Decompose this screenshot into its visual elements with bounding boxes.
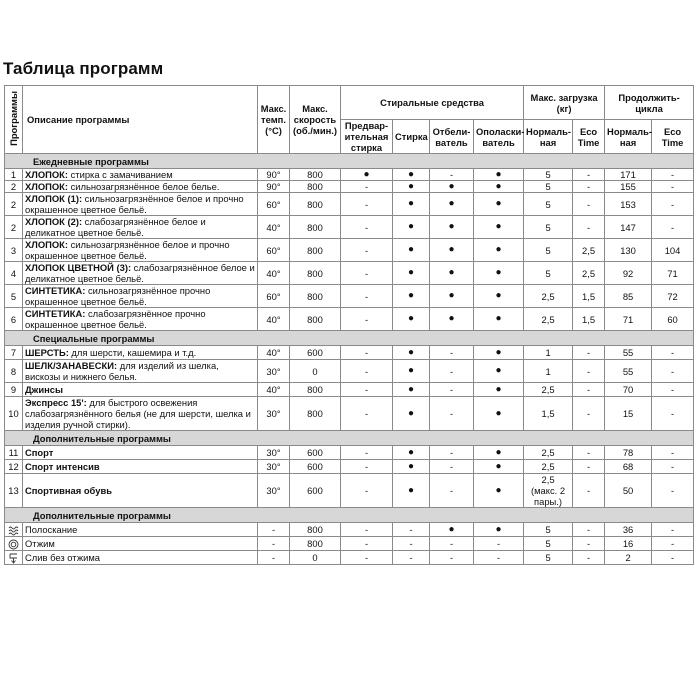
softener-cell: ● xyxy=(474,383,524,397)
program-description xyxy=(23,523,258,537)
program-name: ХЛОПОК: xyxy=(25,239,68,250)
max-temp-cell: 30° xyxy=(258,460,290,474)
page-title: Таблица программ xyxy=(3,59,164,78)
max-temp-cell: 30° xyxy=(258,360,290,383)
load-normal-cell: 5 xyxy=(524,523,573,537)
program-desc-text: для шерсти, кашемира и т.д. xyxy=(68,347,197,358)
rinse-icon xyxy=(5,523,23,537)
table-row xyxy=(5,308,694,331)
max-temp-header: Макс. темп. (°C) xyxy=(258,86,290,154)
max-speed-header: Макс. скорость (об./мин.) xyxy=(290,86,341,154)
program-desc-text: слабозагрязнённое белое и деликатное цветное бельё. xyxy=(25,216,206,238)
max-speed-cell: 800 xyxy=(290,308,341,331)
load-eco-cell: - xyxy=(573,474,605,508)
softener-cell: ● xyxy=(474,460,524,474)
program-name: Джинсы xyxy=(25,384,63,395)
table-row xyxy=(5,239,694,262)
duration-normal-cell: 50 xyxy=(605,474,652,508)
program-description xyxy=(23,285,258,308)
program-table-body xyxy=(5,154,694,565)
prewash-cell: - xyxy=(341,262,393,285)
duration-normal-cell: 36 xyxy=(605,523,652,537)
program-name: ХЛОПОК (1): xyxy=(25,193,83,204)
bleach-cell: - xyxy=(430,360,474,383)
table-row xyxy=(5,523,694,537)
max-load-header: Макс. загрузка (кг) xyxy=(524,86,605,120)
program-description xyxy=(23,262,258,285)
program-desc-text: для быстрого освежения слабозагрязнённого белья (не для шерсти, шелка и изделия ручной стирки). xyxy=(25,397,251,430)
load-normal-cell: 5 xyxy=(524,193,573,216)
program-name: Экспресс 15': xyxy=(25,397,87,408)
program-name: Спорт xyxy=(25,447,54,458)
load-normal-cell: 2,5 xyxy=(524,383,573,397)
program-number: 13 xyxy=(5,474,23,508)
table-row xyxy=(5,537,694,551)
softener-cell: ● xyxy=(474,216,524,239)
duration-eco-cell: 60 xyxy=(652,308,694,331)
program-name: ХЛОПОК ЦВЕТНОЙ (3): xyxy=(25,262,132,273)
load-eco-cell: - xyxy=(573,360,605,383)
max-speed-cell: 800 xyxy=(290,262,341,285)
duration-eco-cell: - xyxy=(652,216,694,239)
max-temp-cell: 90° xyxy=(258,181,290,193)
program-number: 11 xyxy=(5,446,23,460)
max-temp-cell: 30° xyxy=(258,446,290,460)
duration-eco-cell: - xyxy=(652,551,694,565)
table-row xyxy=(5,181,694,193)
bleach-cell: ● xyxy=(430,523,474,537)
description-header: Описание программы xyxy=(23,86,258,154)
program-name: ХЛОПОК: xyxy=(25,181,68,192)
bleach-cell: ● xyxy=(430,285,474,308)
bleach-cell: ● xyxy=(430,239,474,262)
program-description xyxy=(23,308,258,331)
duration-eco-cell: 71 xyxy=(652,262,694,285)
load-eco-cell: - xyxy=(573,460,605,474)
duration-eco-cell: 104 xyxy=(652,239,694,262)
program-desc-text: для изделий из шелка, вискозы и нижнего белья. xyxy=(25,360,219,382)
duration-eco-cell: - xyxy=(652,360,694,383)
load-normal-cell: 1 xyxy=(524,360,573,383)
softener-cell: ● xyxy=(474,308,524,331)
wash-cell: ● xyxy=(393,397,430,431)
load-normal-cell: 2,5 xyxy=(524,460,573,474)
bleach-cell: ● xyxy=(430,181,474,193)
load-eco-cell: - xyxy=(573,523,605,537)
max-speed-cell: 600 xyxy=(290,460,341,474)
max-speed-cell: 800 xyxy=(290,383,341,397)
wash-cell: ● xyxy=(393,460,430,474)
load-eco-cell: - xyxy=(573,216,605,239)
max-temp-cell: 30° xyxy=(258,474,290,508)
wash-cell: - xyxy=(393,523,430,537)
program-desc-text: сильнозагрязнённое белое белье. xyxy=(68,181,220,192)
program-name: СИНТЕТИКА: xyxy=(25,308,86,319)
table-row xyxy=(5,397,694,431)
max-speed-cell: 800 xyxy=(290,216,341,239)
duration-eco-cell: - xyxy=(652,397,694,431)
prewash-cell: - xyxy=(341,383,393,397)
program-desc-text: Слив без отжима xyxy=(25,552,101,563)
prewash-cell: - xyxy=(341,193,393,216)
wash-header: Стирка xyxy=(393,120,430,154)
load-normal-cell: 5 xyxy=(524,169,573,181)
wash-cell: - xyxy=(393,537,430,551)
wash-cell: - xyxy=(393,551,430,565)
max-speed-cell: 0 xyxy=(290,360,341,383)
program-desc-text: слабозагрязнённое белое и деликатное цветное бельё. xyxy=(25,262,255,284)
program-description xyxy=(23,446,258,460)
prewash-cell: - xyxy=(341,523,393,537)
load-note: (макс. 2 пары.) xyxy=(530,485,566,507)
drain-icon xyxy=(5,551,23,565)
duration-eco-cell: - xyxy=(652,346,694,360)
program-name: Спорт интенсив xyxy=(25,461,100,472)
load-normal-cell: 5 xyxy=(524,216,573,239)
softener-cell: ● xyxy=(474,346,524,360)
load-normal-cell: 5 xyxy=(524,239,573,262)
prewash-cell: - xyxy=(341,551,393,565)
max-temp-cell: 60° xyxy=(258,285,290,308)
duration-eco-cell: - xyxy=(652,383,694,397)
program-name: ШЕЛК/ЗАНАВЕСКИ: xyxy=(25,360,118,371)
bleach-cell: ● xyxy=(430,308,474,331)
program-description xyxy=(23,537,258,551)
prewash-cell: - xyxy=(341,360,393,383)
prewash-cell: - xyxy=(341,285,393,308)
prewash-cell: - xyxy=(341,446,393,460)
program-description xyxy=(23,397,258,431)
wash-cell: ● xyxy=(393,360,430,383)
duration-eco-header: Eco Time xyxy=(652,120,694,154)
program-number: 2 xyxy=(5,216,23,239)
duration-eco-cell: - xyxy=(652,181,694,193)
load-normal-cell: 2,5 xyxy=(524,308,573,331)
program-number: 10 xyxy=(5,397,23,431)
duration-eco-cell: - xyxy=(652,446,694,460)
load-normal-header: Нормаль- ная xyxy=(524,120,573,154)
load-eco-cell: - xyxy=(573,397,605,431)
wash-cell: ● xyxy=(393,474,430,508)
programs-header: Программы xyxy=(5,86,23,154)
table-row xyxy=(5,216,694,239)
duration-eco-cell: - xyxy=(652,169,694,181)
max-speed-cell: 600 xyxy=(290,474,341,508)
max-speed-cell: 600 xyxy=(290,446,341,460)
bleach-cell: - xyxy=(430,474,474,508)
program-name: Спортивная обувь xyxy=(25,485,112,496)
duration-eco-cell: 72 xyxy=(652,285,694,308)
program-description xyxy=(23,383,258,397)
max-speed-cell: 800 xyxy=(290,523,341,537)
program-name: ХЛОПОК: xyxy=(25,169,68,180)
max-speed-cell: 800 xyxy=(290,239,341,262)
wash-cell: ● xyxy=(393,285,430,308)
program-number: 9 xyxy=(5,383,23,397)
softener-cell: ● xyxy=(474,397,524,431)
bleach-cell: - xyxy=(430,537,474,551)
softener-cell: ● xyxy=(474,169,524,181)
duration-normal-cell: 71 xyxy=(605,308,652,331)
duration-eco-cell: - xyxy=(652,460,694,474)
max-speed-cell: 800 xyxy=(290,397,341,431)
section-title: Ежедневные программы xyxy=(5,154,694,169)
program-description xyxy=(23,169,258,181)
max-temp-cell: 90° xyxy=(258,169,290,181)
table-row xyxy=(5,446,694,460)
prewash-cell: - xyxy=(341,537,393,551)
softener-cell: - xyxy=(474,537,524,551)
max-speed-cell: 800 xyxy=(290,537,341,551)
load-normal-cell xyxy=(524,474,573,508)
bleach-cell: ● xyxy=(430,216,474,239)
duration-normal-header: Нормаль- ная xyxy=(605,120,652,154)
program-number: 5 xyxy=(5,285,23,308)
prewash-cell: - xyxy=(341,216,393,239)
program-desc-text: Полоскание xyxy=(25,524,78,535)
program-number: 2 xyxy=(5,193,23,216)
program-table xyxy=(4,85,694,565)
max-temp-cell: 40° xyxy=(258,346,290,360)
prewash-cell: - xyxy=(341,239,393,262)
table-row xyxy=(5,383,694,397)
program-number: 7 xyxy=(5,346,23,360)
table-row xyxy=(5,360,694,383)
program-desc-text: Отжим xyxy=(25,538,55,549)
max-temp-cell: - xyxy=(258,523,290,537)
load-eco-cell: - xyxy=(573,346,605,360)
bleach-cell: - xyxy=(430,169,474,181)
section-title: Дополнительные программы xyxy=(5,431,694,446)
bleach-cell: - xyxy=(430,397,474,431)
load-normal-cell: 5 xyxy=(524,537,573,551)
max-speed-cell: 800 xyxy=(290,181,341,193)
load-normal-cell: 2,5 xyxy=(524,446,573,460)
duration-normal-cell: 171 xyxy=(605,169,652,181)
bleach-cell: - xyxy=(430,551,474,565)
program-desc-text: слабозагрязнённое прочно окрашенное цветное бельё. xyxy=(25,308,206,330)
wash-cell: ● xyxy=(393,181,430,193)
wash-cell: ● xyxy=(393,446,430,460)
section-header xyxy=(5,154,694,169)
program-number: 12 xyxy=(5,460,23,474)
wash-cell: ● xyxy=(393,169,430,181)
section-header xyxy=(5,508,694,523)
prewash-cell: ● xyxy=(341,169,393,181)
table-row xyxy=(5,169,694,181)
table-row xyxy=(5,551,694,565)
duration-normal-cell: 92 xyxy=(605,262,652,285)
program-description xyxy=(23,216,258,239)
wash-cell: ● xyxy=(393,193,430,216)
bleach-header: Отбели- ватель xyxy=(430,120,474,154)
bleach-cell: ● xyxy=(430,262,474,285)
wash-cell: ● xyxy=(393,239,430,262)
duration-normal-cell: 16 xyxy=(605,537,652,551)
program-description xyxy=(23,551,258,565)
max-temp-cell: - xyxy=(258,537,290,551)
duration-normal-cell: 78 xyxy=(605,446,652,460)
bleach-cell: - xyxy=(430,346,474,360)
program-desc-text: сильнозагрязнённое белое и прочно окрашенное цветное бельё. xyxy=(25,239,230,261)
max-temp-cell: 30° xyxy=(258,397,290,431)
load-eco-cell: - xyxy=(573,537,605,551)
load-eco-cell: - xyxy=(573,181,605,193)
duration-normal-cell: 147 xyxy=(605,216,652,239)
program-number: 2 xyxy=(5,181,23,193)
load-eco-header: Eco Time xyxy=(573,120,605,154)
program-number: 4 xyxy=(5,262,23,285)
wash-cell: ● xyxy=(393,308,430,331)
load-eco-cell: - xyxy=(573,446,605,460)
program-desc-text: сильнозагрязнённое белое и прочно окрашенное цветное бельё. xyxy=(25,193,244,215)
section-title: Дополнительные программы xyxy=(5,508,694,523)
prewash-header: Предвар- ительная стирка xyxy=(341,120,393,154)
program-description xyxy=(23,346,258,360)
prewash-cell: - xyxy=(341,308,393,331)
duration-eco-cell: - xyxy=(652,537,694,551)
bleach-cell: - xyxy=(430,383,474,397)
program-number: 3 xyxy=(5,239,23,262)
prewash-cell: - xyxy=(341,397,393,431)
bleach-cell: - xyxy=(430,460,474,474)
program-desc-text: стирка с замачиванием xyxy=(68,169,173,180)
max-speed-cell: 600 xyxy=(290,346,341,360)
load-normal-cell: 5 xyxy=(524,262,573,285)
load-eco-cell: 1,5 xyxy=(573,285,605,308)
program-name: СИНТЕТИКА: xyxy=(25,285,86,296)
program-description xyxy=(23,181,258,193)
prewash-cell: - xyxy=(341,474,393,508)
duration-normal-cell: 130 xyxy=(605,239,652,262)
table-row xyxy=(5,346,694,360)
duration-header: Продолжить- цикла xyxy=(605,86,694,120)
duration-normal-cell: 68 xyxy=(605,460,652,474)
load-eco-cell: - xyxy=(573,193,605,216)
load-eco-cell: - xyxy=(573,551,605,565)
spin-icon xyxy=(5,537,23,551)
program-number: 8 xyxy=(5,360,23,383)
wash-cell: ● xyxy=(393,262,430,285)
load-normal-cell: 5 xyxy=(524,551,573,565)
bleach-cell: - xyxy=(430,446,474,460)
program-description xyxy=(23,360,258,383)
softener-header: Ополаски- ватель xyxy=(474,120,524,154)
program-number: 1 xyxy=(5,169,23,181)
softener-cell: ● xyxy=(474,446,524,460)
softener-cell: ● xyxy=(474,262,524,285)
load-eco-cell: 2,5 xyxy=(573,239,605,262)
duration-normal-cell: 55 xyxy=(605,346,652,360)
duration-normal-cell: 153 xyxy=(605,193,652,216)
load-value: 2,5 xyxy=(541,474,555,485)
max-temp-cell: 40° xyxy=(258,383,290,397)
softener-cell: ● xyxy=(474,285,524,308)
table-row xyxy=(5,262,694,285)
max-temp-cell: 60° xyxy=(258,193,290,216)
max-temp-cell: 40° xyxy=(258,262,290,285)
section-header xyxy=(5,431,694,446)
section-header xyxy=(5,331,694,346)
load-eco-cell: 1,5 xyxy=(573,308,605,331)
duration-eco-cell: - xyxy=(652,474,694,508)
wash-cell: ● xyxy=(393,346,430,360)
max-temp-cell: - xyxy=(258,551,290,565)
max-temp-cell: 60° xyxy=(258,239,290,262)
softener-cell: - xyxy=(474,551,524,565)
softener-cell: ● xyxy=(474,181,524,193)
load-normal-cell: 5 xyxy=(524,181,573,193)
duration-normal-cell: 85 xyxy=(605,285,652,308)
max-speed-cell: 800 xyxy=(290,285,341,308)
softener-cell: ● xyxy=(474,193,524,216)
section-title: Специальные программы xyxy=(5,331,694,346)
max-speed-cell: 800 xyxy=(290,193,341,216)
program-description xyxy=(23,460,258,474)
load-eco-cell: - xyxy=(573,169,605,181)
prewash-cell: - xyxy=(341,181,393,193)
wash-cell: ● xyxy=(393,216,430,239)
load-normal-cell: 1 xyxy=(524,346,573,360)
softener-cell: ● xyxy=(474,474,524,508)
program-desc-text: сильнозагрязнённое прочно окрашенное цветное бельё. xyxy=(25,285,211,307)
max-speed-cell: 800 xyxy=(290,169,341,181)
program-description xyxy=(23,239,258,262)
table-row xyxy=(5,193,694,216)
softener-cell: ● xyxy=(474,360,524,383)
softener-cell: ● xyxy=(474,523,524,537)
duration-eco-cell: - xyxy=(652,523,694,537)
softener-cell: ● xyxy=(474,239,524,262)
load-normal-cell: 1,5 xyxy=(524,397,573,431)
max-temp-cell: 40° xyxy=(258,216,290,239)
duration-normal-cell: 15 xyxy=(605,397,652,431)
prewash-cell: - xyxy=(341,460,393,474)
table-row xyxy=(5,285,694,308)
program-number: 6 xyxy=(5,308,23,331)
detergents-header: Стиральные средства xyxy=(341,86,524,120)
max-speed-cell: 0 xyxy=(290,551,341,565)
duration-normal-cell: 2 xyxy=(605,551,652,565)
program-name: ХЛОПОК (2): xyxy=(25,216,83,227)
duration-normal-cell: 55 xyxy=(605,360,652,383)
max-temp-cell: 40° xyxy=(258,308,290,331)
wash-cell: ● xyxy=(393,383,430,397)
prewash-cell: - xyxy=(341,346,393,360)
duration-normal-cell: 155 xyxy=(605,181,652,193)
load-eco-cell: - xyxy=(573,383,605,397)
load-eco-cell: 2,5 xyxy=(573,262,605,285)
program-description xyxy=(23,474,258,508)
bleach-cell: ● xyxy=(430,193,474,216)
table-row xyxy=(5,474,694,508)
table-row xyxy=(5,460,694,474)
program-description xyxy=(23,193,258,216)
program-name: ШЕРСТЬ: xyxy=(25,347,69,358)
duration-eco-cell: - xyxy=(652,193,694,216)
duration-normal-cell: 70 xyxy=(605,383,652,397)
load-normal-cell: 2,5 xyxy=(524,285,573,308)
